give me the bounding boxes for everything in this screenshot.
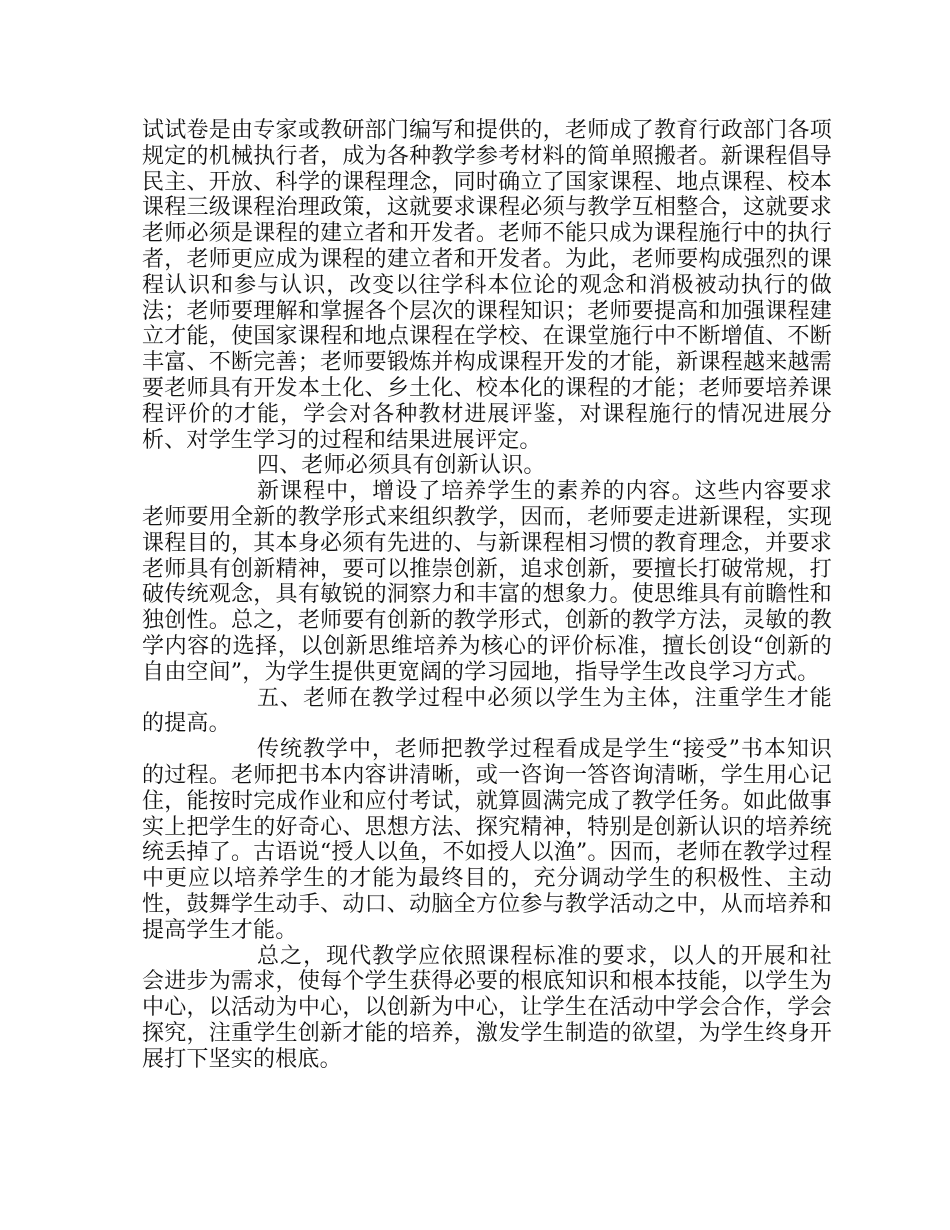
paragraph-innovation: 新课程中，增设了培养学生的素养的内容。这些内容要求老师要用全新的教学形式来组织教学，因而，老师要走进新课程，实现课程目的，其本身必须有先进的、与新课程相习惯的教育理念，并要求老师具有创新精神，要可以推崇创新，追求创新，要擅长打破常规，打破传统观念，具有敏锐的洞察力和丰富的想象力。使思维具有前瞻性和独创性。总之，老师要有创新的教学形式，创新的教学方法，灵敏的教学内容的选择，以创新思维培养为核心的评价标准，擅长创设“创新的自由空间”，为学生提供更宽阔的学习园地，指导学生改良学习方式。 bbox=[142, 479, 832, 685]
paragraph-traditional-teaching: 传统教学中，老师把教学过程看成是学生“接受”书本知识的过程。老师把书本内容讲清晰，或一咨询一答咨询清晰，学生用心记住，能按时完成作业和应付考试，就算圆满完成了教学任务。如此做事实上把学生的好奇心、思想方法、探究精神，特别是创新认识的培养统统丢掉了。古语说“授人以鱼，不如授人以渔”。因而，老师在教学过程中更应以培养学生的才能为最终目的，充分调动学生的积极性、主动性，鼓舞学生动手、动口、动脑全方位参与教学活动之中，从而培养和提高学生才能。 bbox=[142, 737, 832, 943]
section-heading-student-centered: 五、老师在教学过程中必须以学生为主体，注重学生才能的提高。 bbox=[142, 685, 832, 737]
section-heading-innovation: 四、老师必须具有创新认识。 bbox=[257, 453, 546, 479]
paragraph-curriculum-developer: 试试卷是由专家或教研部门编写和提供的，老师成了教育行政部门各项规定的机械执行者，成为各种教学参考材料的简单照搬者。新课程倡导民主、开放、科学的课程理念，同时确立了国家课程、地点课程、校本课程三级课程治理政策，这就要求课程必须与教学互相整合，这就要求老师必须是课程的建立者和开发者。老师不能只成为课程施行中的执行者，老师更应成为课程的建立者和开发者。为此，老师要构成强烈的课程认识和参与认识，改变以往学科本位论的观念和消极被动执行的做法；老师要理解和掌握各个层次的课程知识；老师要提高和加强课程建立才能，使国家课程和地点课程在学校、在课堂施行中不断增值、不断丰富、不断完善；老师要锻炼并构成课程开发的才能，新课程越来越需要老师具有开发本土化、乡土化、校本化的课程的才能；老师要培养课程评价的才能，学会对各种教材进展评鉴，对课程施行的情况进展分析、对学生学习的过程和结果进展评定。 bbox=[142, 118, 832, 453]
document-body bbox=[142, 118, 832, 1072]
paragraph-conclusion: 总之，现代教学应依照课程标准的要求，以人的开展和社会进步为需求，使每个学生获得必要的根底知识和根本技能，以学生为中心，以活动为中心，以创新为中心，让学生在活动中学会合作，学会探究，注重学生创新才能的培养，激发学生制造的欲望，为学生终身开展打下坚实的根底。 bbox=[142, 943, 832, 1072]
